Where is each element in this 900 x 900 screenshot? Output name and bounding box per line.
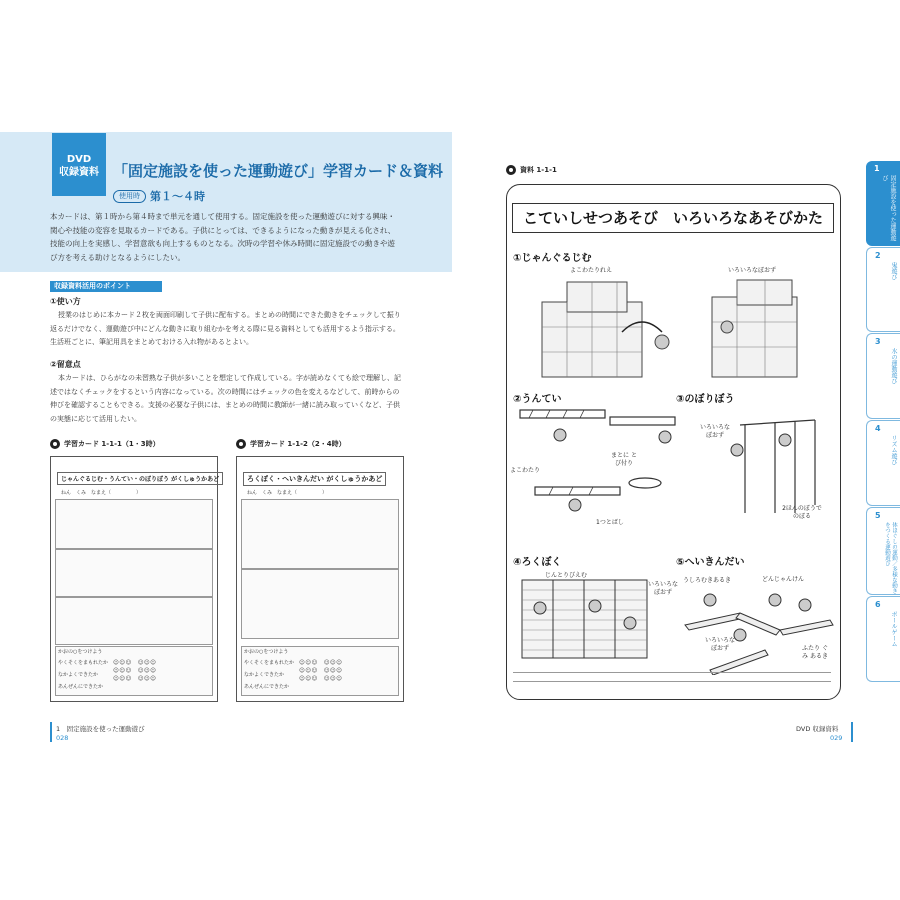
section-noboribou: ③のぼりぼう: [676, 394, 735, 405]
card1-face-circles: ☺☺☺ ☺☺☺ ☺☺☺ ☺☺☺ ☺☺☺ ☺☺☺: [113, 660, 157, 682]
section-untei: ②うんてい: [513, 394, 562, 405]
badge-line2: 収録資料: [59, 167, 99, 178]
footer-right-label: DVD 収録資料: [796, 725, 839, 733]
caution-subheading: ②留意点: [50, 360, 81, 369]
disc-icon: [236, 439, 246, 449]
card2-row3: あんぜんにできたか: [244, 684, 290, 690]
tab-5-label: 体ほぐしの運動／多様な動きをつくる運動遊び: [884, 522, 897, 594]
section-jungle: ①じゃんぐるじむ: [513, 253, 592, 264]
note-noboribou-1: いろいろな ぽおず: [700, 424, 731, 439]
dvd-badge: [52, 133, 106, 196]
card1-row-label: かおの○をつけよう: [58, 649, 103, 655]
note-heikindai-1: うしろむきあるき: [683, 577, 732, 584]
footer-left-label: 1 固定施設を使った運動遊び: [56, 725, 145, 733]
note-heikindai-4: ふたり ぐみ あるき: [802, 645, 828, 660]
side-tab-3[interactable]: [866, 333, 900, 419]
use-label: 使用時: [113, 190, 146, 203]
card2-row-rokuboku: [241, 499, 399, 569]
card2-row-heikindai: [241, 569, 399, 639]
side-tab-4[interactable]: [866, 420, 900, 506]
card2-thumbnail: [236, 456, 404, 702]
badge-line1: DVD: [66, 154, 92, 165]
usage-body: 授業のはじめに本カード２枚を両面印刷して子供に配布する。まとめの時間にできた動きをチェックして振り返るだけでなく、運動遊び中にどんな動きに取り組むかを考える際に見る資料としても活用するよう指示する。生活班ごとに、筆記用具をまとめておける入れ物があるとよい。: [50, 311, 401, 346]
intro-text: 本カードは、第１時から第４時まで単元を通して使用する。固定施設を使った運動遊びに対する興味・関心や技能の変容を見取るカードである。子供にとっては、できるようになった動きが見える化され、技能の向上を実感し、学習意欲も向上するものとなる。次時の学習や休み時間に固定施設での動きや遊び方を考える助けとなるようにしたい。: [50, 212, 396, 262]
card1-row-jungle: [55, 499, 213, 549]
side-tab-1[interactable]: [866, 161, 900, 246]
card1-thumbnail: [50, 456, 218, 702]
use-period: [113, 188, 205, 204]
noboribou-illustration: [725, 405, 830, 515]
card1-name-label: ねん くみ なまえ（ ）: [61, 490, 142, 496]
section-heikindai: ⑤へいきんだい: [676, 557, 745, 568]
caution-body: 本カードは、ひらがなの未習熟な子供が多いことを想定して作成している。字が読めなくても絵で理解し、記述ではなくチェックをするという内容になっている。次の時間にはチェックの色を変えるなどして、前時からの伸びを確認することもできる。支援の必要な子供には、まとめの時間に教師が一緒に読み取っていくなど、子供の実態に応じて活用したい。: [50, 374, 401, 423]
card1-row-noboribou: [55, 597, 213, 645]
tab-4-number: 4: [875, 424, 881, 433]
card1-caption-text: 学習カード 1-1-1（1・3時）: [64, 440, 160, 448]
disc-icon: [50, 439, 60, 449]
resource-caption-text: 資料 1-1-1: [520, 166, 557, 174]
card2-title: ろくぼく・へいきんだい がくしゅうかあど: [243, 472, 386, 486]
card2-row2: なかよくできたか: [244, 672, 285, 678]
side-tab-2[interactable]: [866, 247, 900, 332]
rokuboku-illustration: [520, 578, 650, 660]
card2-row1: やくそくをまもれたか: [244, 660, 295, 666]
page-title: 「固定施設を使った運動遊び」学習カード＆資料: [113, 162, 444, 180]
card2-caption-text: 学習カード 1-1-2（2・4時）: [250, 440, 346, 448]
note-untei-3: 1つとばし: [596, 519, 624, 526]
card1-row1: やくそくをまもれたか: [58, 660, 109, 666]
note-untei-2: まとに とび付り: [611, 452, 637, 467]
note-jungle-1: よこわたりれえ: [570, 267, 613, 274]
points-heading: 収録資料活用のポイント: [50, 281, 162, 292]
note-noboribou-2: 2ほんのぼうで のぼる: [782, 505, 822, 520]
untei-illustration: [515, 405, 680, 535]
tab-5-number: 5: [875, 511, 881, 520]
tab-2-number: 2: [875, 251, 881, 260]
heikindai-illustration: [680, 585, 835, 675]
tab-4-label: リズム遊び: [890, 435, 897, 465]
note-rokuboku-2: いろいろな ぽおず: [648, 581, 679, 596]
disc-icon: [506, 165, 516, 175]
tab-1-label: 固定施設を使った運動遊び: [881, 175, 896, 241]
tab-2-label: 鬼遊び: [890, 262, 897, 280]
tab-1-number: 1: [874, 164, 880, 173]
section-rokuboku: ④ろくぼく: [513, 557, 562, 568]
note-untei-1: よこわたり: [510, 467, 541, 474]
writing-line-1: [513, 672, 831, 673]
card2-caption: [236, 439, 346, 449]
card1-row-untei: [55, 549, 213, 597]
usage-subheading: ①使い方: [50, 297, 81, 306]
note-heikindai-3: いろいろな ぽおず: [704, 637, 735, 652]
footer-right-rule: [851, 722, 853, 742]
use-value: 第１〜４時: [150, 190, 205, 203]
tab-3-number: 3: [875, 337, 881, 346]
card1-title: じゃんぐるじむ・うんてい・のぼりぼう がくしゅうかあど: [57, 472, 223, 485]
card1-row3: あんぜんにできたか: [58, 684, 104, 690]
jungle-gym-illustration: [522, 272, 832, 382]
side-tab-6[interactable]: [866, 596, 900, 682]
card2-face-circles: ☺☺☺ ☺☺☺ ☺☺☺ ☺☺☺ ☺☺☺ ☺☺☺: [299, 660, 343, 682]
tab-6-label: ボールゲーム: [890, 611, 897, 647]
tab-6-number: 6: [875, 600, 881, 609]
card1-caption: [50, 439, 160, 449]
footer-left-page: 028: [56, 734, 69, 742]
note-heikindai-2: どんじゃんけん: [762, 576, 805, 583]
footer-right-page: 029: [830, 734, 843, 742]
card2-name-label: ねん くみ なまえ（ ）: [247, 490, 328, 496]
note-rokuboku-1: じんとりびえむ: [545, 572, 588, 579]
card1-row2: なかよくできたか: [58, 672, 99, 678]
writing-line-2: [513, 681, 831, 682]
card2-row-label: かおの○をつけよう: [244, 649, 289, 655]
resource-title: こていしせつあそび いろいろなあそびかた: [512, 203, 834, 233]
note-jungle-2: いろいろなぼおず: [728, 267, 777, 274]
tab-3-label: 水の運動遊び: [890, 348, 897, 384]
side-tab-5[interactable]: [866, 507, 900, 595]
resource-caption: [506, 165, 557, 175]
footer-left-rule: [50, 722, 52, 742]
